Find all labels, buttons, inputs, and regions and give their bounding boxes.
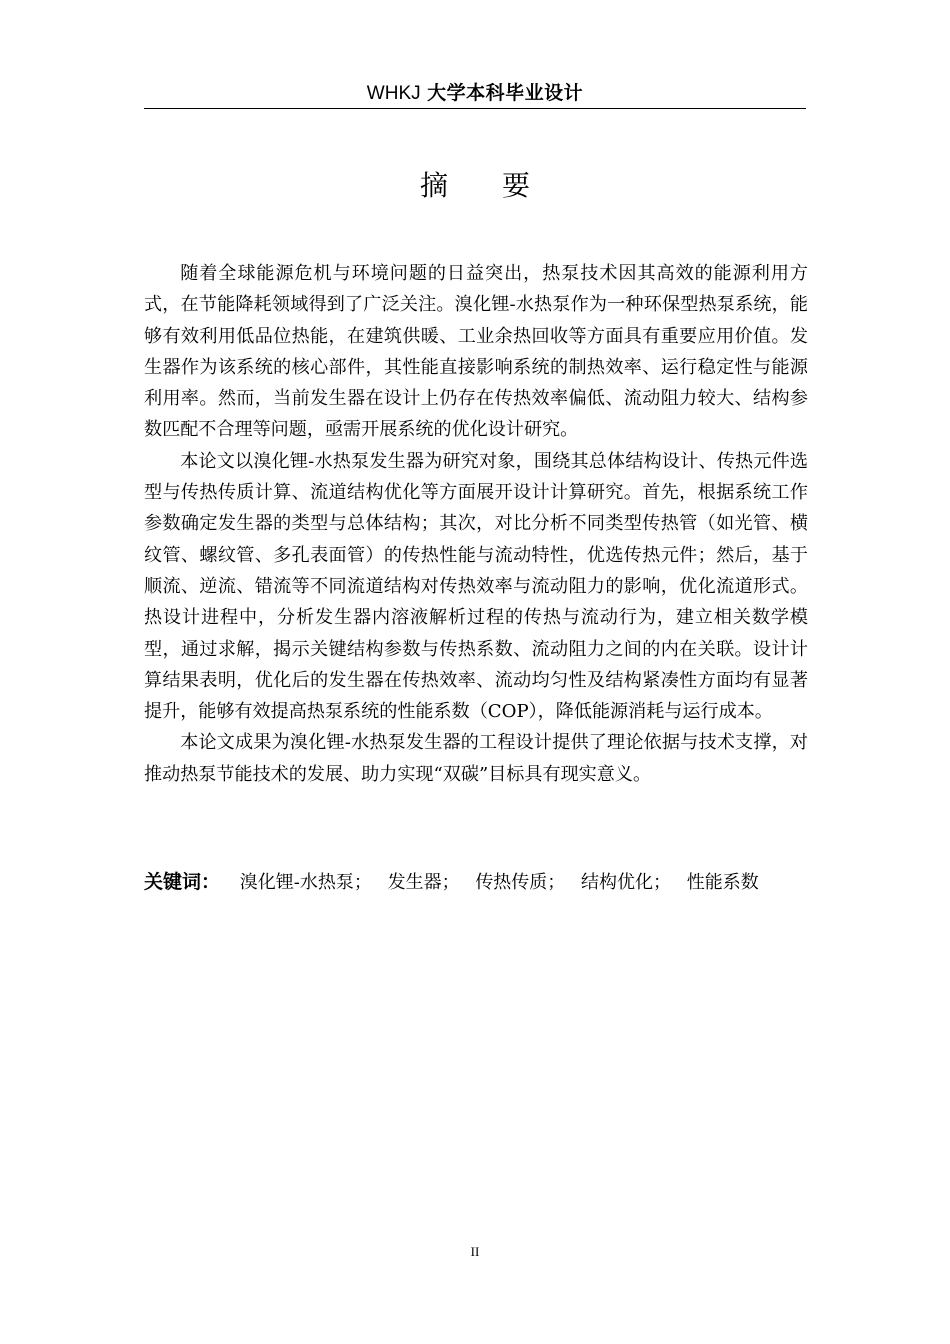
keyword-item: 溴化锂-水热泵； (239, 872, 372, 893)
page-header (144, 78, 806, 109)
abstract-paragraph-3: 本论文成果为溴化锂-水热泵发生器的工程设计提供了理论依据与技术支撑，对推动热泵节能技术的发展、助力实现“双碳”目标具有现实意义。 (144, 732, 808, 785)
keyword-item: 结构优化； (581, 872, 672, 893)
abstract-title: 摘要 (419, 169, 584, 202)
abstract-paragraph-2: 本论文以溴化锂-水热泵发生器为研究对象，围绕其总体结构设计、传热元件选型与传热传质计算、流道结构优化等方面展开设计计算研究。首先，根据系统工作参数确定发生器的类型与总体结构；其次，对比分析不同类型传热管（如光管、横纹管、螺纹管、多孔表面管）的传热性能与流动特性，优选传热元件；然后，基于顺流、逆流、错流等不同流道结构对传热效率与流动阻力的影响，优化流道形式。热设计进程中，分析发生器内溶液解析过程的传热与流动行为，建立相关数学模型，通过求解，揭示关键结构参数与传热系数、流动阻力之间的内在关联。设计计算结果表明，优化后的发生器在传热效率、流动均匀性及结构紧凑性方面均有显著提升，能够有效提高热泵系统的性能系数（COP），降低能源消耗与运行成本。 (144, 450, 808, 723)
keyword-item: 性能系数 (686, 872, 759, 893)
keywords-line (144, 866, 844, 899)
header-prefix: WHKJ (366, 83, 421, 104)
keyword-item: 传热传质； (475, 872, 566, 893)
header-title: 大学本科毕业设计 (427, 82, 584, 104)
page-number: II (470, 1244, 480, 1259)
abstract-paragraph-1: 随着全球能源危机与环境问题的日益突出，热泵技术因其高效的能源利用方式，在节能降耗领域得到了广泛关注。溴化锂-水热泵作为一种环保型热泵系统，能够有效利用低品位热能，在建筑供暖、工业余热回收等方面具有重要应用价值。发生器作为该系统的核心部件，其性能直接影响系统的制热效率、运行稳定性与能源利用率。然而，当前发生器在设计上仍存在传热效率偏低、流动阻力较大、结构参数匹配不合理等问题，亟需开展系统的优化设计研究。 (144, 263, 808, 441)
keywords-label: 关键词： (144, 871, 221, 893)
abstract-body (144, 258, 808, 790)
keyword-item: 发生器； (387, 872, 460, 893)
